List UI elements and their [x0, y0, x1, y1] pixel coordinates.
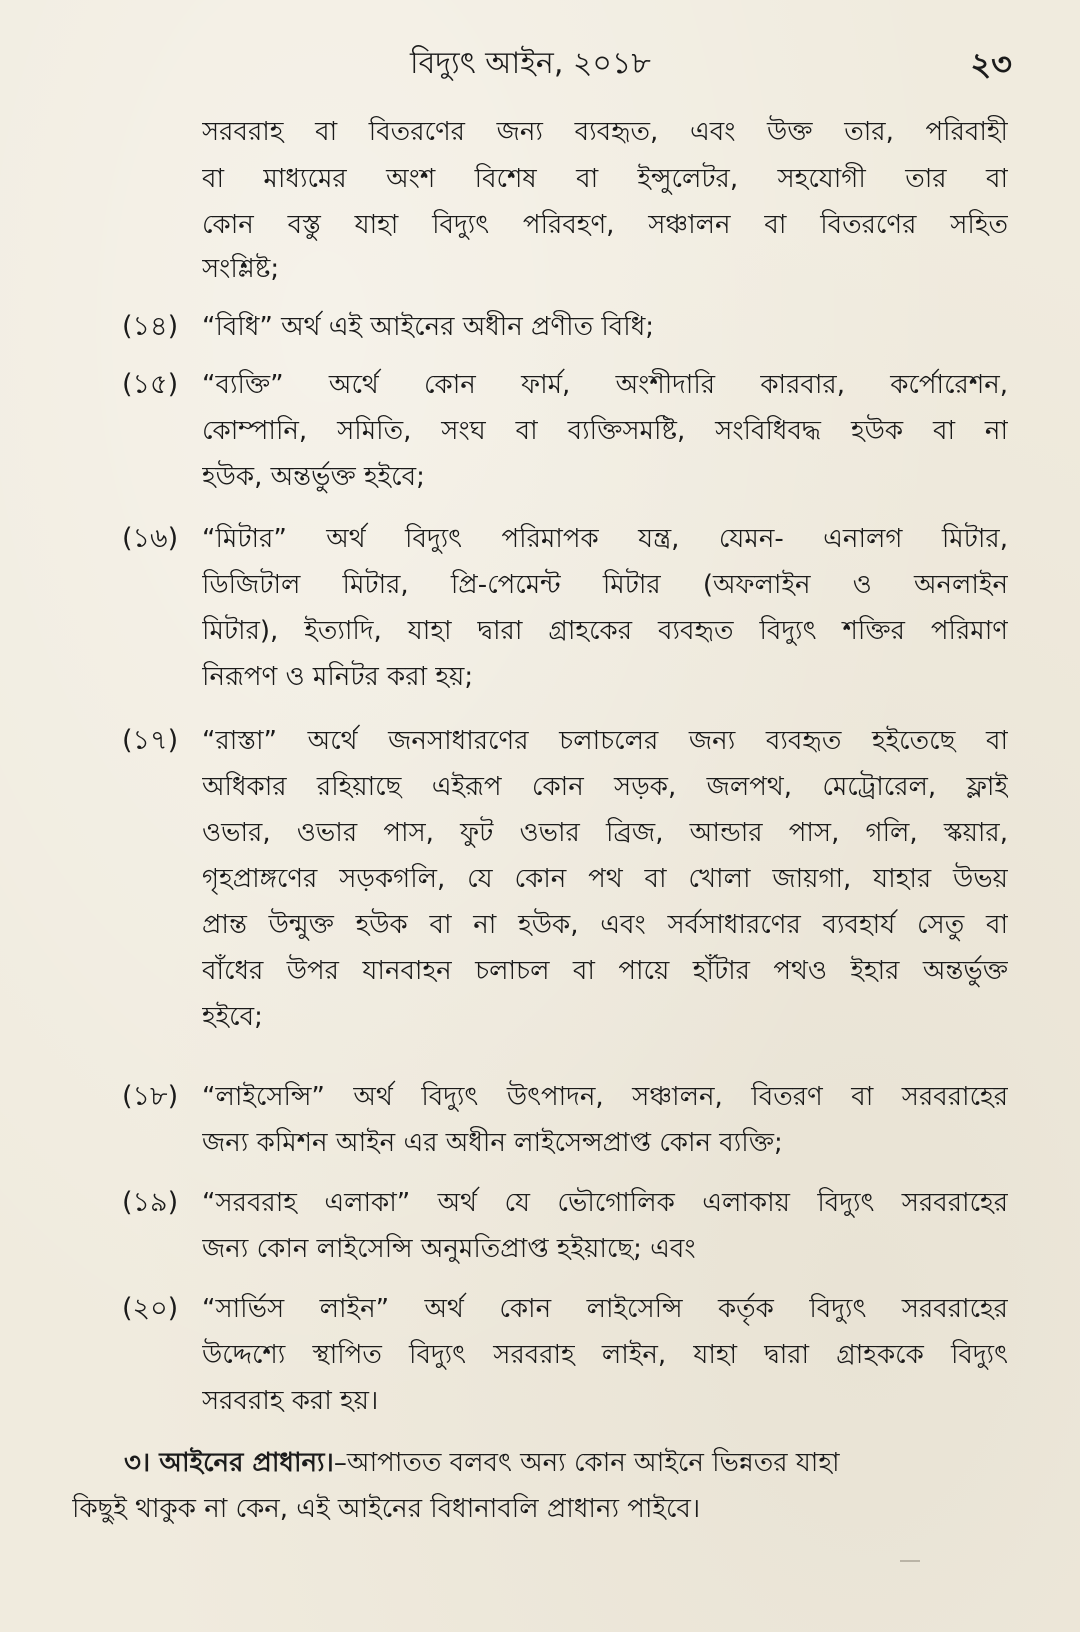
- clause-line: প্রান্ত উন্মুক্ত হউক বা না হউক, এবং সর্বসাধারণের ব্যবহার্য সেতু বা: [202, 910, 1008, 940]
- clause-line: হইবে;: [202, 1002, 263, 1032]
- intro-line: সরবরাহ বা বিতরণের জন্য ব্যবহৃত, এবং উক্ত তার, পরিবাহী: [202, 117, 1008, 147]
- clause-line: ওভার, ওভার পাস, ফুট ওভার ব্রিজ, আন্ডার পাস, গলি, স্কয়ার,: [202, 818, 1008, 848]
- section-3-heading: ৩। আইনের প্রাধান্য।: [124, 1448, 334, 1478]
- clause-line: কোম্পানি, সমিতি, সংঘ বা ব্যক্তিসমষ্টি, সংবিধিবদ্ধ হউক বা না: [202, 416, 1008, 446]
- section-3-line: [124, 1446, 1008, 1480]
- clause-line: অধিকার রহিয়াছে এইরূপ কোন সড়ক, জলপথ, মেট্রোরেল, ফ্লাই: [202, 772, 1008, 802]
- clause-number: (১৫): [122, 369, 179, 400]
- page-number: ২৩: [970, 45, 1012, 83]
- clause-line: “ব্যক্তি” অর্থে কোন ফার্ম, অংশীদারি কারবার, কর্পোরেশন,: [202, 370, 1008, 400]
- clause-line: বাঁধের উপর যানবাহন চলাচল বা পায়ে হাঁটার পথও ইহার অন্তর্ভুক্ত: [202, 956, 1008, 986]
- intro-line: কোন বস্তু যাহা বিদ্যুৎ পরিবহণ, সঞ্চালন বা বিতরণের সহিত: [202, 210, 1008, 240]
- intro-line: সংশ্লিষ্ট;: [202, 254, 280, 284]
- clause-line: নিরূপণ ও মনিটর করা হয়;: [202, 662, 474, 692]
- running-title: বিদ্যুৎ আইন, ২০১৮: [410, 46, 651, 81]
- clause-number: (১৬): [122, 523, 179, 554]
- clause-number: (১৭): [122, 725, 179, 756]
- clause-number: (১৪): [122, 311, 179, 342]
- clause-line: মিটার), ইত্যাদি, যাহা দ্বারা গ্রাহকের ব্যবহৃত বিদ্যুৎ শক্তির পরিমাণ: [202, 616, 1008, 646]
- clause-line: ডিজিটাল মিটার, প্রি-পেমেন্ট মিটার (অফলাইন ও অনলাইন: [202, 570, 1008, 600]
- section-3-text: –আপাতত বলবৎ অন্য কোন আইনে ভিন্নতর যাহা: [333, 1448, 840, 1478]
- clause-line: হউক, অন্তর্ভুক্ত হইবে;: [202, 462, 425, 492]
- scan-mark: [900, 1560, 920, 1562]
- clause-line: জন্য কোন লাইসেন্সি অনুমতিপ্রাপ্ত হইয়াছে; এবং: [202, 1234, 696, 1264]
- clause-number: (১৯): [122, 1187, 179, 1218]
- clause-line: “সরবরাহ এলাকা” অর্থ যে ভৌগোলিক এলাকায় বিদ্যুৎ সরবরাহের: [202, 1188, 1008, 1218]
- clause-line: জন্য কমিশন আইন এর অধীন লাইসেন্সপ্রাপ্ত কোন ব্যক্তি;: [202, 1128, 783, 1158]
- clause-line: “লাইসেন্সি” অর্থ বিদ্যুৎ উৎপাদন, সঞ্চালন, বিতরণ বা সরবরাহের: [202, 1082, 1008, 1112]
- clause-number: (২০): [122, 1293, 179, 1324]
- clause-line: উদ্দেশ্যে স্থাপিত বিদ্যুৎ সরবরাহ লাইন, যাহা দ্বারা গ্রাহককে বিদ্যুৎ: [202, 1340, 1008, 1370]
- clause-line: গৃহপ্রাঙ্গণের সড়কগলি, যে কোন পথ বা খোলা জায়গা, যাহার উভয়: [202, 864, 1008, 894]
- intro-line: বা মাধ্যমের অংশ বিশেষ বা ইন্সুলেটর, সহযোগী তার বা: [202, 164, 1008, 194]
- clause-line: “রাস্তা” অর্থে জনসাধারণের চলাচলের জন্য ব্যবহৃত হইতেছে বা: [202, 726, 1008, 756]
- clause-line: সরবরাহ করা হয়।: [202, 1386, 379, 1416]
- clause-line: “বিধি” অর্থ এই আইনের অধীন প্রণীত বিধি;: [202, 312, 655, 342]
- clause-number: (১৮): [122, 1081, 179, 1112]
- clause-line: “মিটার” অর্থ বিদ্যুৎ পরিমাপক যন্ত্র, যেমন- এনালগ মিটার,: [202, 524, 1008, 554]
- section-3-line-2: কিছুই থাকুক না কেন, এই আইনের বিধানাবলি প্রাধান্য পাইবে।: [72, 1494, 701, 1524]
- clause-line: “সার্ভিস লাইন” অর্থ কোন লাইসেন্সি কর্তৃক বিদ্যুৎ সরবরাহের: [202, 1294, 1008, 1324]
- page-header: [0, 44, 1080, 92]
